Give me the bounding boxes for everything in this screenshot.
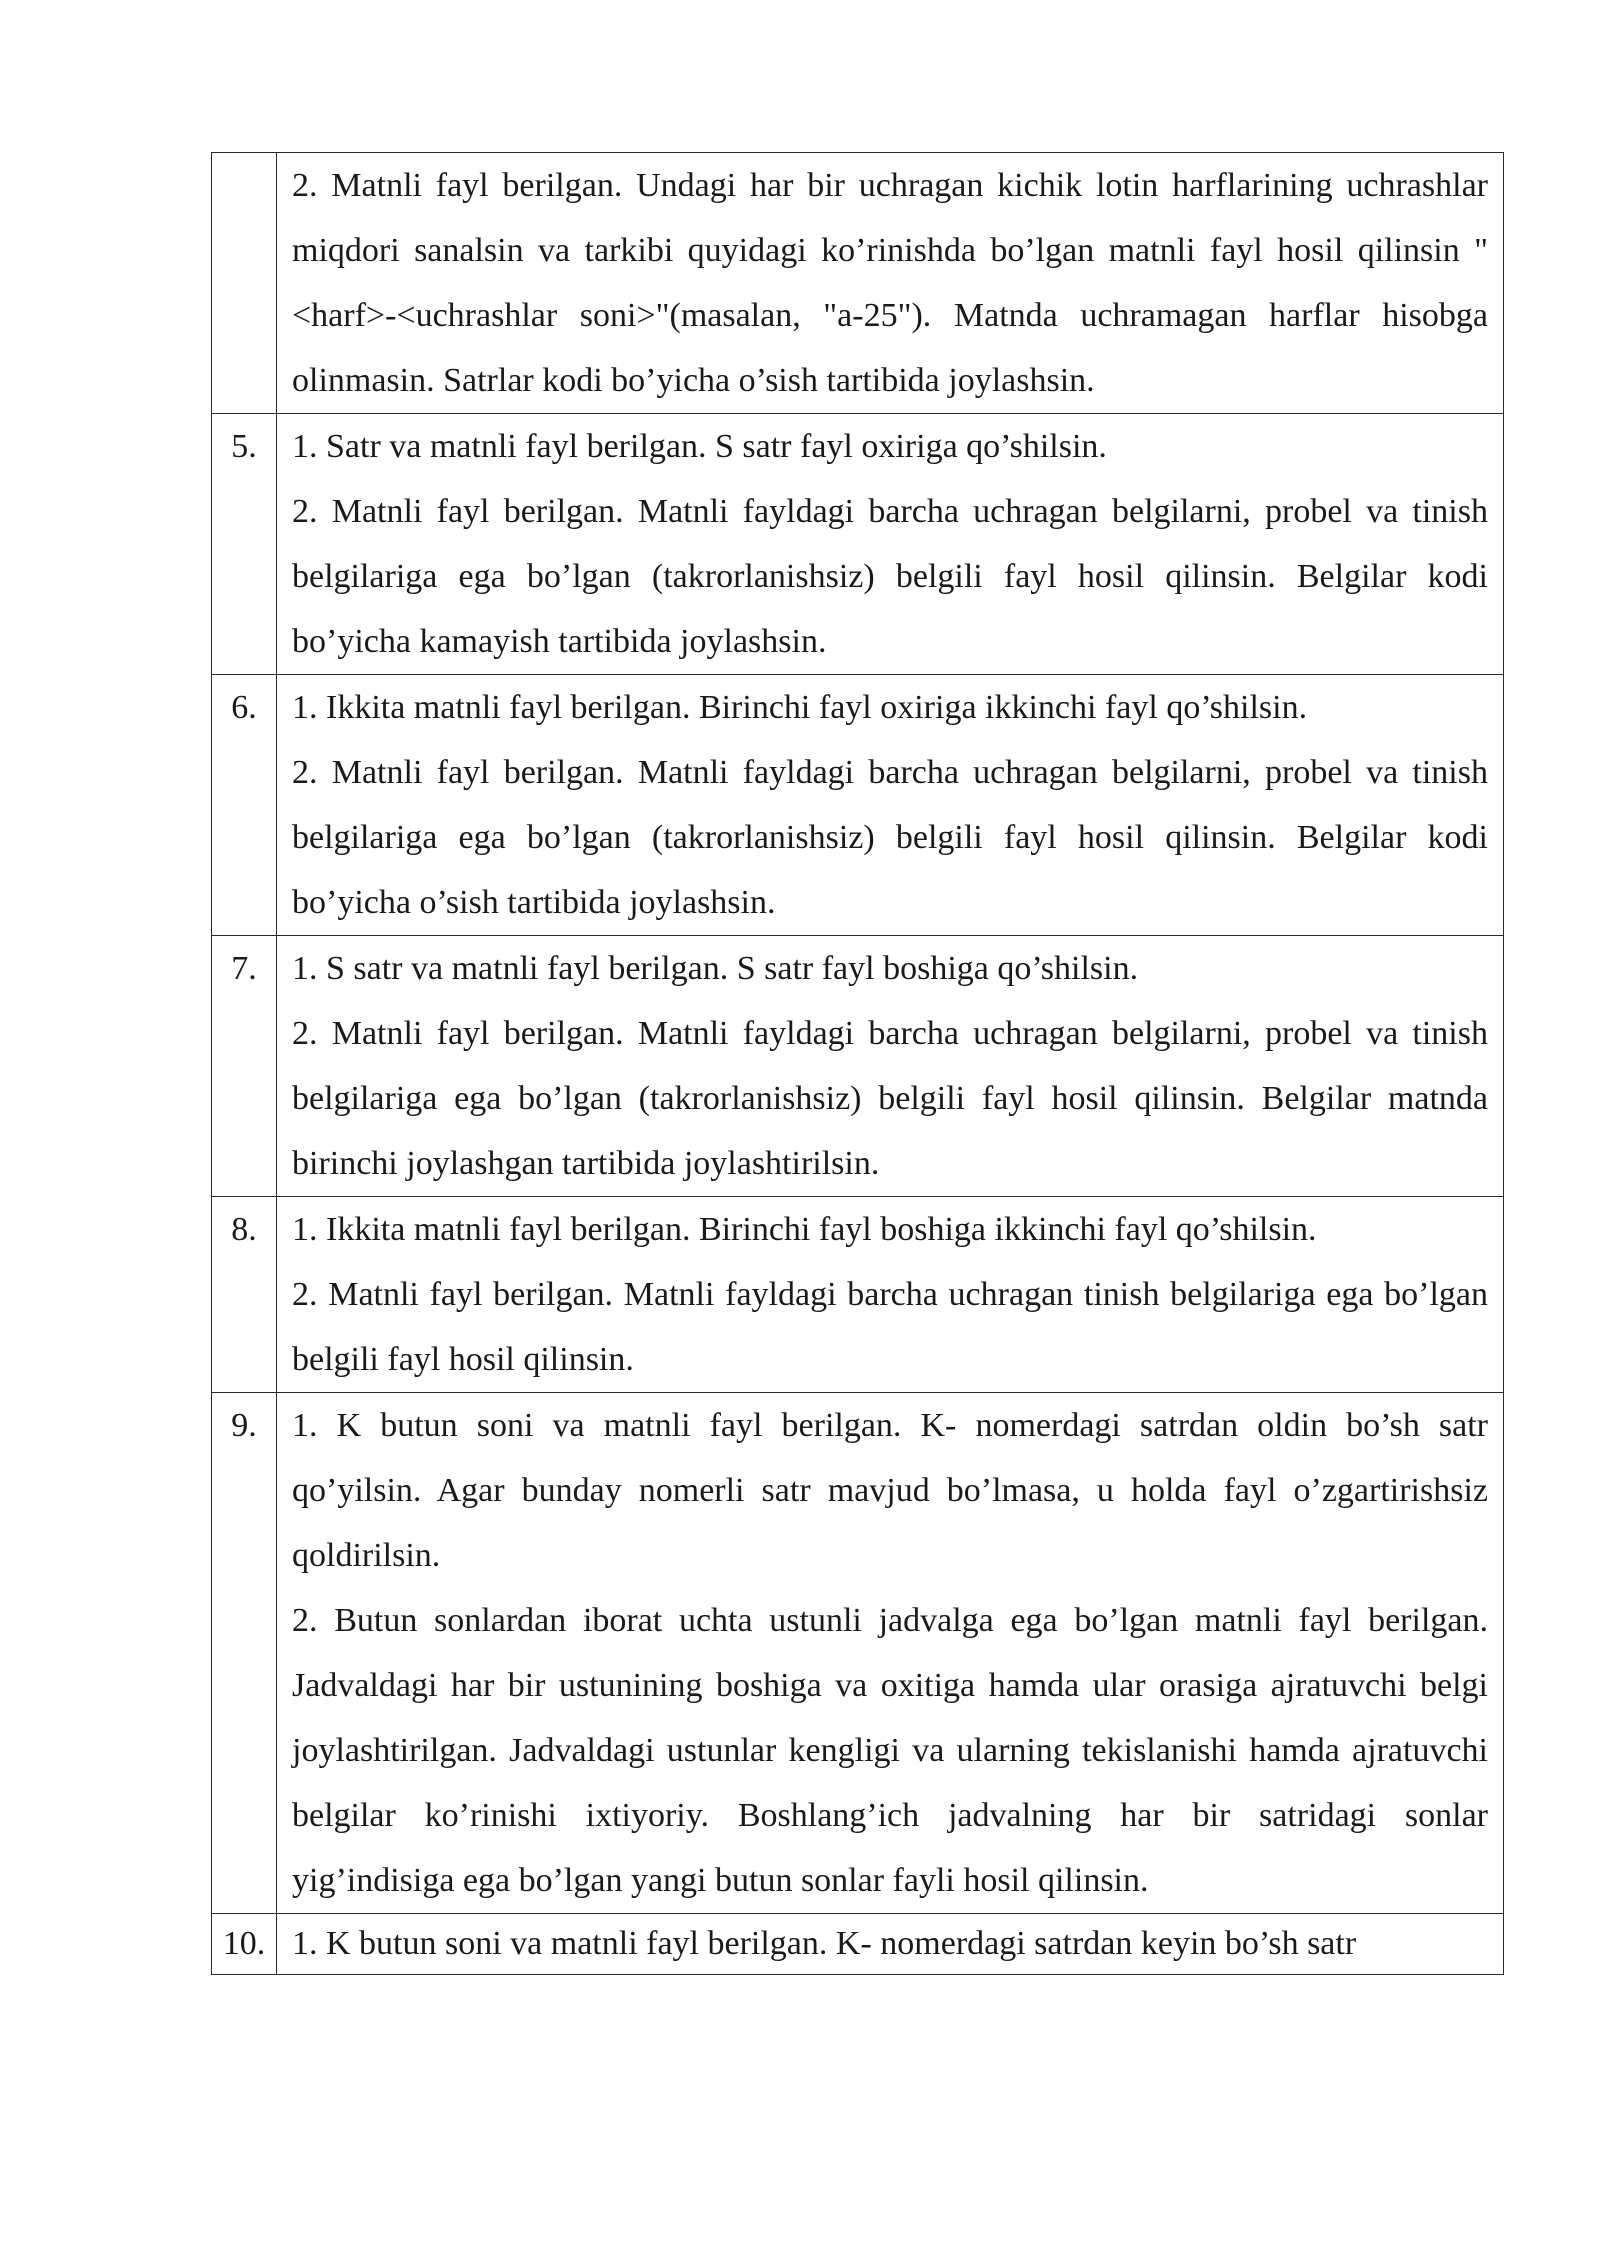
table-row [212, 414, 1504, 675]
task-text: 2. Matnli fayl berilgan. Matnli fayldagi barcha uchragan tinish belgilariga ega bo’lgan belgili fayl hosil qilinsin. [292, 1276, 1488, 1378]
table-row [212, 153, 1504, 414]
table-row [212, 1197, 1504, 1393]
task-text: 1. K butun soni va matnli fayl berilgan. K- nomerdagi satrdan oldin bo’sh satr qo’yilsin. Agar bunday nomerli satr mavjud bo’lmasa, u holda fayl o’zgartirishsiz qoldirilsin. [292, 1407, 1488, 1574]
row-number [212, 153, 277, 414]
table-row [212, 675, 1504, 936]
row-tasks [277, 153, 1504, 414]
task-text: 1. S satr va matnli fayl berilgan. S satr fayl boshiga qo’shilsin. [292, 950, 1139, 987]
row-number: 10. [212, 1914, 277, 1975]
row-tasks [277, 1197, 1504, 1393]
task-text: 2. Matnli fayl berilgan. Matnli fayldagi barcha uchragan belgilarni, probel va tinish belgilariga ega bo’lgan (takrorlanishsiz) belgili fayl hosil qilinsin. Belgilar matnda birinchi joylashgan tartibida joylashtirilsin. [292, 1015, 1488, 1182]
row-tasks [277, 1393, 1504, 1914]
row-number: 5. [212, 414, 277, 675]
task-text: 1. Ikkita matnli fayl berilgan. Birinchi fayl oxiriga ikkinchi fayl qo’shilsin. [292, 689, 1308, 726]
row-tasks [277, 414, 1504, 675]
table-row [212, 1914, 1504, 1975]
task-text: 2. Matnli fayl berilgan. Matnli fayldagi barcha uchragan belgilarni, probel va tinish belgilariga ega bo’lgan (takrorlanishsiz) belgili fayl hosil qilinsin. Belgilar kodi bo’yicha o’sish tartibida joylashsin. [292, 754, 1488, 921]
row-number: 6. [212, 675, 277, 936]
row-number: 9. [212, 1393, 277, 1914]
task-text: 1. K butun soni va matnli fayl berilgan. K- nomerdagi satrdan keyin bo’sh satr [292, 1925, 1357, 1962]
row-number: 8. [212, 1197, 277, 1393]
task-text: 1. Ikkita matnli fayl berilgan. Birinchi fayl boshiga ikkinchi fayl qo’shilsin. [292, 1211, 1317, 1248]
row-number: 7. [212, 936, 277, 1197]
table-row [212, 936, 1504, 1197]
task-text: 2. Butun sonlardan iborat uchta ustunli jadvalga ega bo’lgan matnli fayl berilgan. Jadvaldagi har bir ustunining boshiga va oxitiga hamda ular orasiga ajratuvchi belgi joylashtirilgan. Jadvaldagi ustunlar kengligi va ularning tekislanishi hamda ajratuvchi belgilar ko’rinishi ixtiyoriy. Boshlang’ich jadvalning har bir satridagi sonlar yig’indisiga ega bo’lgan yangi butun sonlar fayli hosil qilinsin. [292, 1602, 1488, 1899]
row-tasks [277, 675, 1504, 936]
task-text: 2. Matnli fayl berilgan. Matnli fayldagi barcha uchragan belgilarni, probel va tinish belgilariga ega bo’lgan (takrorlanishsiz) belgili fayl hosil qilinsin. Belgilar kodi bo’yicha kamayish tartibida joylashsin. [292, 493, 1488, 660]
table-row [212, 1393, 1504, 1914]
task-text: 1. Satr va matnli fayl berilgan. S satr fayl oxiriga qo’shilsin. [292, 428, 1107, 465]
task-table [211, 152, 1504, 1975]
row-tasks [277, 1914, 1504, 1975]
task-text: 2. Matnli fayl berilgan. Undagi har bir uchragan kichik lotin harflarining uchrashlar miqdori sanalsin va tarkibi quyidagi ko’rinishda bo’lgan matnli fayl hosil qilinsin "<harf>-<uchrashlar soni>"(masalan, "a-25"). Matnda uchramagan harflar hisobga olinmasin. Satrlar kodi bo’yicha o’sish tartibida joylashsin. [292, 167, 1488, 399]
row-tasks [277, 936, 1504, 1197]
